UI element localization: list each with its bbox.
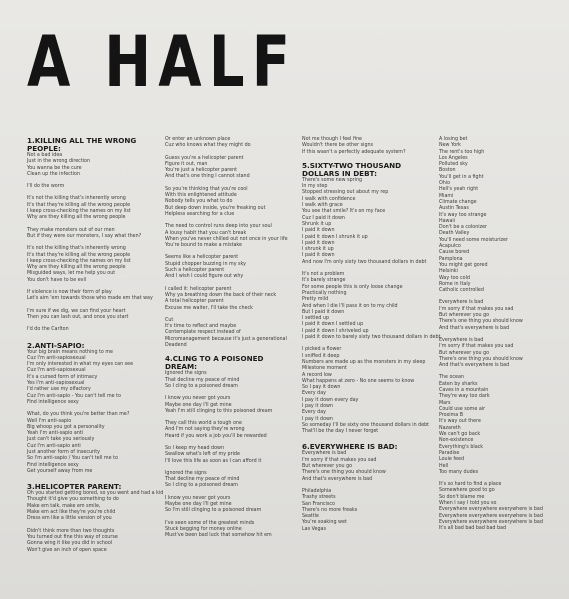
- lyric-stanza: [27, 153, 152, 178]
- lyric-line: It's way out there: [439, 419, 481, 425]
- lyric-line: Could use some air: [439, 406, 486, 412]
- lyric-line: Cuz I'm anti-sapio - You can't tell me to: [27, 393, 121, 399]
- lyric-line: Every day: [302, 391, 326, 397]
- lyric-line: A losing bet: [439, 137, 468, 142]
- lyric-line: Well I'm anti-sapio: [27, 418, 72, 424]
- lyric-line: Somewhere good to go: [439, 488, 495, 494]
- lyric-line: I keep cross-checking the names on my list: [27, 209, 131, 215]
- lyric-line: Everywhere everywhere everywhere is bad: [439, 513, 543, 519]
- lyric-line: A record low: [302, 372, 332, 378]
- lyric-stanza: [165, 446, 295, 465]
- lyric-line: They make monsters out of our men: [27, 227, 115, 233]
- lyric-line: So I pay it down: [302, 385, 341, 391]
- lyric-line: I paid it down to barely sixty two thousand dollars in debt: [302, 335, 441, 341]
- lyric-line: Make em talk, make em smile,: [27, 503, 101, 509]
- lyric-line: Catholic controlled: [439, 288, 484, 294]
- lyric-line: I settled up: [302, 316, 330, 322]
- lyric-line: Why ya breathing down the back of their neck: [165, 292, 277, 298]
- song-block: [165, 355, 295, 539]
- lyric-stanza: [27, 350, 152, 407]
- lyric-line: It's that they're killing all the wrong people: [27, 202, 131, 208]
- lyric-line: Proxima B: [439, 413, 464, 419]
- lyric-line: Too many dudes: [439, 469, 479, 475]
- lyric-line: Los Angeles: [439, 155, 468, 161]
- lyric-line: Everywhere everywhere everywhere is bad: [439, 507, 543, 513]
- lyric-stanza: [439, 338, 564, 369]
- lyric-line: But wherever you go: [439, 313, 490, 319]
- lyric-line: Pamplona: [439, 256, 463, 262]
- lyric-line: Way too cold: [439, 275, 470, 281]
- lyric-line: Seattle: [302, 514, 319, 520]
- lyric-stanza: [439, 137, 564, 294]
- lyric-line: Shrunk it up: [302, 221, 332, 227]
- lyric-line: Contemplate respect instead of: [165, 330, 241, 336]
- lyric-line: And now I'm only sixty two thousand dollars in debt: [302, 259, 427, 265]
- lyric-line: Everywhere is bad: [302, 451, 347, 457]
- lyric-line: Just can't take you seriously: [27, 437, 95, 443]
- lyric-line: But deep down inside, you're freaking out: [165, 205, 266, 211]
- lyric-line: So I'm anti-sapio / You can't tell me to: [27, 456, 118, 462]
- lyric-line: Or enter an unknown place: [165, 137, 231, 142]
- lyric-line: Austin Texas: [439, 206, 469, 212]
- lyric-stanza: [165, 255, 295, 280]
- lyric-line: It's time to reflect and maybe: [165, 324, 237, 330]
- lyric-line: New York: [439, 143, 461, 149]
- lyric-line: And I'm not saying they're wrong: [165, 427, 245, 433]
- lyric-line: San Francisco: [302, 501, 335, 507]
- song-block: [302, 443, 432, 533]
- lyric-line: If violence is now their form of play: [27, 290, 112, 296]
- lyric-stanza: [165, 496, 295, 515]
- lyric-line: I walk with grace: [302, 203, 343, 209]
- lyric-line: You're bound to make a mistake: [165, 243, 242, 249]
- lyric-line: It's that they're killing all the wrong people: [27, 252, 131, 258]
- lyric-line: There's some new spring: [302, 177, 363, 183]
- lyric-line: Philadelphia: [302, 488, 332, 494]
- lyric-line: There's one thing you should know: [439, 319, 523, 325]
- lyric-line: Stopped stressing out about my rep: [302, 190, 389, 196]
- lyric-line: Yeah I'm still clinging to this poisoned dream: [165, 408, 273, 414]
- song-block: [27, 342, 152, 476]
- lyric-line: Boston: [439, 168, 456, 174]
- lyric-line: Paradise: [439, 450, 460, 456]
- lyric-line: Numbers are made up as the monsters in my sleep: [302, 359, 426, 365]
- lyric-line: Milestone moment: [302, 366, 347, 372]
- lyric-line: Caves in a mountain: [439, 387, 489, 393]
- lyric-stanza: [302, 137, 432, 156]
- lyric-line: Gonna wing it like you did in school: [27, 541, 113, 547]
- lyric-line: So you're thinking that you're cool: [165, 186, 248, 192]
- song-title: 5.SIXTY-TWO THOUSAND DOLLARS IN DEBT:: [302, 160, 402, 178]
- lyric-line: You see that smile? It's on my face: [302, 209, 386, 215]
- lyric-line: That decline my peace of mind: [165, 377, 240, 383]
- lyric-line: I'm sorry if that makes you sad: [439, 344, 514, 350]
- lyric-line: I'm only interested in what my eyes can see: [27, 362, 134, 368]
- lyric-stanza: [302, 272, 441, 341]
- lyric-stanza: [439, 375, 564, 476]
- lyric-line: Every day: [302, 410, 326, 416]
- lyric-line: Hawaii: [439, 218, 456, 224]
- lyric-line: Mars: [439, 400, 451, 406]
- lyric-line: I've seen some of the greatest minds: [165, 520, 255, 526]
- lyric-line: Everything's black: [439, 444, 484, 450]
- lyric-line: I paid it down: [302, 253, 335, 259]
- lyric-line: I paid it down I shriveled up: [302, 328, 369, 334]
- lyric-line: Not me though I feel fine: [302, 137, 362, 142]
- lyric-line: Cuz I paid it down: [302, 215, 345, 221]
- lyric-line: That decline my peace of mind: [165, 477, 240, 483]
- song-title: 2.ANTI-SAPIO:: [27, 340, 85, 350]
- lyric-line: You turned out fine this way of course: [27, 534, 118, 540]
- lyric-stanza: [27, 246, 152, 284]
- lyric-line: You'll need some moisturizer: [439, 237, 508, 243]
- lyric-line: Clean up the infection: [27, 171, 80, 177]
- lyrics-column-4: [439, 137, 564, 539]
- lyric-line: So someday I'll be sixty one thousand dollars in debt: [302, 422, 430, 428]
- lyric-line: If this wasn't a perfectly adequate system?: [302, 149, 406, 155]
- lyric-line: Excuse me waiter, I'll take the check: [165, 305, 253, 311]
- lyric-line: I pay it down: [302, 416, 333, 422]
- lyric-line: Ignored the signs: [165, 371, 207, 377]
- lyric-line: You'll get in a fight: [439, 174, 484, 180]
- lyric-line: It's barely strange: [302, 278, 346, 284]
- lyric-stanza: [165, 471, 295, 490]
- lyric-line: Yeah I'm anti-sapio anti: [27, 431, 84, 437]
- lyric-line: You might get gored: [439, 262, 488, 268]
- lyric-line: There's no more freaks: [302, 507, 358, 513]
- lyric-line: So I keep my head down: [165, 445, 225, 451]
- lyric-line: But if they were our monsters, I say what then?: [27, 233, 142, 239]
- lyric-line: But I paid it down: [302, 309, 345, 315]
- song-block: [27, 482, 164, 554]
- lyric-line: Then you can lash out, and once you start: [27, 314, 129, 320]
- lyric-line: That'll be the day I never forget: [302, 429, 379, 435]
- lyric-line: Climate change: [439, 199, 477, 205]
- lyric-line: I'll do the worm: [27, 184, 65, 190]
- lyric-line: Nobody tells you what to do: [165, 199, 233, 205]
- lyric-line: I'd rather use my olfactory: [27, 387, 91, 393]
- lyric-line: I know you never got yours: [165, 495, 231, 501]
- lyric-line: Must've been bad luck that somehow hit em: [165, 533, 272, 539]
- lyric-stanza: [27, 327, 152, 333]
- lyric-line: Thought it'd give you something to do: [27, 497, 119, 503]
- song-title: 6.EVERYWHERE IS BAD:: [302, 442, 398, 452]
- lyric-line: But wherever you go: [439, 350, 490, 356]
- lyric-line: It's so hard to find a place: [439, 482, 502, 488]
- lyric-stanza: [439, 482, 564, 532]
- lyric-line: Cuz I'm anti-sapiosexual: [27, 355, 86, 361]
- song-block: [27, 137, 152, 334]
- song-title: 3.HELICOPTER PARENT:: [27, 482, 122, 492]
- lyric-line: When you've never chilled out not once in your life: [165, 236, 288, 242]
- lyric-stanza: [302, 347, 432, 435]
- lyric-line: I picked a flower: [302, 347, 342, 353]
- lyric-stanza: [165, 287, 295, 312]
- lyric-line: Deadend: [165, 343, 187, 349]
- lyric-line: Cuz I'm anti-sapiosexual: [27, 368, 86, 374]
- lyric-line: When I say I told you so: [439, 501, 497, 507]
- album-title: A HALF: [27, 21, 298, 103]
- lyric-line: It's not the killing that's inherently wrong: [27, 246, 126, 252]
- song-block: [439, 137, 564, 533]
- lyric-line: Hell's yeah right: [439, 187, 479, 193]
- lyric-line: Cause bored: [439, 250, 470, 256]
- lyric-line: Not a bad idea: [27, 153, 63, 158]
- lyric-stanza: [27, 491, 164, 522]
- lyric-line: And that's everywhere is bad: [439, 363, 510, 369]
- lyric-stanza: [165, 137, 295, 150]
- lyric-line: Heard if you work a job you'll be rewarded: [165, 433, 267, 439]
- lyric-line: In my step: [302, 184, 328, 190]
- lyric-line: Eaten by sharks: [439, 381, 478, 387]
- lyric-line: You don't have to be evil: [27, 277, 87, 283]
- lyric-line: They call this world a tough one: [165, 421, 242, 427]
- lyric-line: And that's everywhere is bad: [302, 476, 373, 482]
- lyric-line: But wherever you go: [302, 464, 353, 470]
- lyric-line: Everywhere is bad: [439, 300, 484, 306]
- lyric-stanza: [27, 228, 152, 241]
- lyric-line: Big whoop you got a personality: [27, 424, 105, 430]
- lyric-line: Stuck begging for money online: [165, 526, 242, 532]
- lyric-line: I paid it down I settled up: [302, 322, 364, 328]
- lyric-line: Ohio: [439, 181, 451, 187]
- lyric-line: They're way too dark: [439, 394, 490, 400]
- lyric-line: And that's one thing I cannot stand: [165, 174, 250, 180]
- lyric-line: It's way too strange: [439, 212, 487, 218]
- lyric-line: Cuz I'm anti-sapio anti: [27, 443, 81, 449]
- lyric-line: Ignored the signs: [165, 470, 207, 476]
- lyric-line: Dress em like a little version of you: [27, 516, 112, 522]
- lyric-line: Find intelligence sexy: [27, 462, 79, 468]
- lyric-line: And when I die I'll pass it on to my child: [302, 303, 398, 309]
- lyric-line: A total helicopter parent: [165, 299, 224, 305]
- lyric-line: Miami: [439, 193, 454, 199]
- lyric-line: Rome in Italy: [439, 281, 471, 287]
- lyric-stanza: [27, 309, 152, 322]
- lyric-stanza: [27, 529, 152, 554]
- lyric-line: I'm sorry if that makes you sad: [302, 457, 377, 463]
- lyric-line: Find intelligence sexy: [27, 399, 79, 405]
- lyric-line: There's one thing you should know: [439, 356, 523, 362]
- lyric-line: Guess you're a helicopter parent: [165, 155, 244, 161]
- lyric-line: I'm sure if we dig, we can find your heart: [27, 308, 126, 314]
- lyrics-column-3: [302, 137, 441, 539]
- lyric-line: There's one thing you should know: [302, 470, 386, 476]
- lyric-line: Figure it out, man: [165, 161, 208, 167]
- lyric-line: I walk with confidence: [302, 196, 356, 202]
- lyric-stanza: [165, 396, 295, 415]
- lyric-stanza: [165, 421, 295, 440]
- lyric-line: Helpless searching for a clue: [165, 211, 235, 217]
- lyric-line: The need to control runs deep into your soul: [165, 224, 272, 230]
- lyric-line: Las Vegas: [302, 526, 326, 532]
- lyric-line: Trashy streets: [302, 495, 336, 501]
- lyric-line: I'm sorry if that makes you sad: [439, 306, 514, 312]
- lyric-line: I paid it down I shrunk it up: [302, 234, 368, 240]
- lyric-line: Pretty mild: [302, 297, 329, 303]
- lyric-line: Your big brain means nothing to me: [27, 349, 113, 355]
- lyric-line: Don't be a colonizer: [439, 225, 488, 231]
- lyric-line: I pay it down every day: [302, 397, 359, 403]
- lyric-stanza: [165, 521, 295, 540]
- lyric-line: Make em act like they're you're child: [27, 510, 116, 516]
- lyric-line: You wanna be the cure: [27, 165, 82, 171]
- lyric-line: And I wish I could figure out why: [165, 274, 244, 280]
- lyric-stanza: [165, 187, 295, 218]
- lyric-stanza: [27, 196, 152, 221]
- lyric-line: Why are they killing all the wrong people: [27, 265, 126, 271]
- lyric-line: A lousy habit that you can't break: [165, 230, 247, 236]
- lyric-stanza: [27, 290, 152, 303]
- lyric-line: I'll love this life as soon as I can afford it: [165, 458, 262, 464]
- lyric-line: It's not the killing that's inherently wrong: [27, 196, 126, 202]
- lyric-line: Get yourself away from me: [27, 468, 93, 474]
- lyric-line: Swallow what's left of my pride: [165, 452, 240, 458]
- lyric-line: Won't give an inch of open space: [27, 547, 107, 553]
- lyric-line: Misguided ways, let me help you out: [27, 271, 116, 277]
- lyric-line: I'd do the Carlton: [27, 327, 69, 333]
- lyric-stanza: [27, 412, 152, 475]
- lyric-line: I paid it down: [302, 228, 335, 234]
- lyric-line: Louie feed: [439, 457, 465, 463]
- lyric-line: Just in the wrong direction: [27, 159, 91, 165]
- lyric-line: Hell: [439, 463, 449, 469]
- lyric-line: Non-existence: [439, 438, 474, 444]
- lyric-stanza: [27, 184, 152, 190]
- lyric-line: Why are they killing all the wrong people: [27, 215, 126, 221]
- lyric-line: Maybe one day I'll get mine: [165, 402, 232, 408]
- lyric-line: What, do you think you're better than me?: [27, 412, 130, 418]
- lyric-line: I paid it down: [302, 240, 335, 246]
- lyric-line: Practically nothing: [302, 290, 347, 296]
- lyric-line: Oh you started getting bored, so you went and had a kid: [27, 491, 164, 497]
- lyric-line: For some people this is only loose change: [302, 284, 403, 290]
- lyric-line: I know you never got yours: [165, 396, 231, 402]
- lyric-stanza: [165, 156, 295, 181]
- lyric-line: Nazareth: [439, 425, 461, 431]
- lyric-line: You're just a helicopter parent: [165, 168, 237, 174]
- song-block: [165, 137, 295, 349]
- lyric-stanza: [302, 178, 432, 266]
- lyric-line: The ocean: [439, 375, 464, 381]
- lyric-line: I shrunk it up: [302, 247, 334, 253]
- lyric-line: It's a cursed form of intimacy: [27, 374, 98, 380]
- lyric-stanza: [165, 224, 295, 249]
- lyrics-column-2: [165, 137, 295, 546]
- lyric-line: Stupid chopper buzzing in my sky: [165, 261, 247, 267]
- lyric-line: So don't blame me: [439, 494, 485, 500]
- lyric-line: And that's everywhere is bad: [439, 325, 510, 331]
- lyric-line: Polluted sky: [439, 162, 468, 168]
- lyric-stanza: [165, 318, 295, 349]
- lyric-line: With this enlightened attitude: [165, 193, 237, 199]
- lyric-line: Didn't think more than two thoughts: [27, 528, 115, 534]
- lyric-line: Just another form of insecurity: [27, 449, 101, 455]
- lyric-line: It's not a problem: [302, 272, 345, 278]
- lyric-line: Let's aim 'em towards those who made em that way: [27, 296, 153, 302]
- lyric-stanza: [439, 300, 564, 331]
- song-block: [302, 160, 441, 436]
- lyrics-column-1: [27, 136, 164, 560]
- song-block: [302, 137, 432, 156]
- lyric-line: Yes I'm anti-sapiosexual: [27, 381, 85, 387]
- lyric-line: Maybe one day I'll get mine: [165, 502, 232, 508]
- lyric-line: So I'm still clinging to a poisoned dream: [165, 508, 262, 514]
- lyric-line: Such a helicopter parent: [165, 268, 225, 274]
- lyric-line: What happens at zero - No one seems to know: [302, 378, 415, 384]
- lyric-line: Helsinki: [439, 269, 458, 275]
- lyric-line: Death Valley: [439, 231, 470, 237]
- lyric-line: Everywhere everywhere everywhere is bad: [439, 519, 543, 525]
- lyric-line: Wouldn't there be other signs: [302, 143, 374, 149]
- lyric-stanza: [302, 489, 432, 533]
- lyric-line: I called it: helicopter parent: [165, 286, 232, 292]
- lyric-line: Cuz who knows what they might do: [165, 143, 251, 149]
- lyric-line: I pay it down: [302, 403, 333, 409]
- lyric-stanza: [302, 451, 432, 482]
- lyric-line: Cut: [165, 317, 174, 323]
- lyric-stanza: [165, 371, 295, 390]
- lyric-line: The rent's too high: [439, 149, 485, 155]
- lyric-line: Seems like a helicopter parent: [165, 255, 239, 261]
- lyric-line: It's all bad bad bad bad bad: [439, 526, 507, 532]
- song-title: 4.CLING TO A POISONED DREAM:: [165, 354, 264, 372]
- lyric-line: Micromanagement because it's just a generational: [165, 336, 287, 342]
- song-title: 1.KILLING ALL THE WRONG PEOPLE:: [27, 136, 137, 153]
- lyric-line: Acapulco: [439, 244, 461, 250]
- lyric-line: So I cling to a poisoned dream: [165, 383, 238, 389]
- lyric-line: We can't go back: [439, 432, 481, 438]
- lyric-line: You're soaking wet: [302, 520, 347, 526]
- lyric-line: I sniffed it deep: [302, 353, 340, 359]
- lyric-line: So I cling to a poisoned dream: [165, 483, 238, 489]
- lyric-line: Everywhere is bad: [439, 337, 484, 343]
- lyric-line: I keep cross-checking the names on my list: [27, 258, 131, 264]
